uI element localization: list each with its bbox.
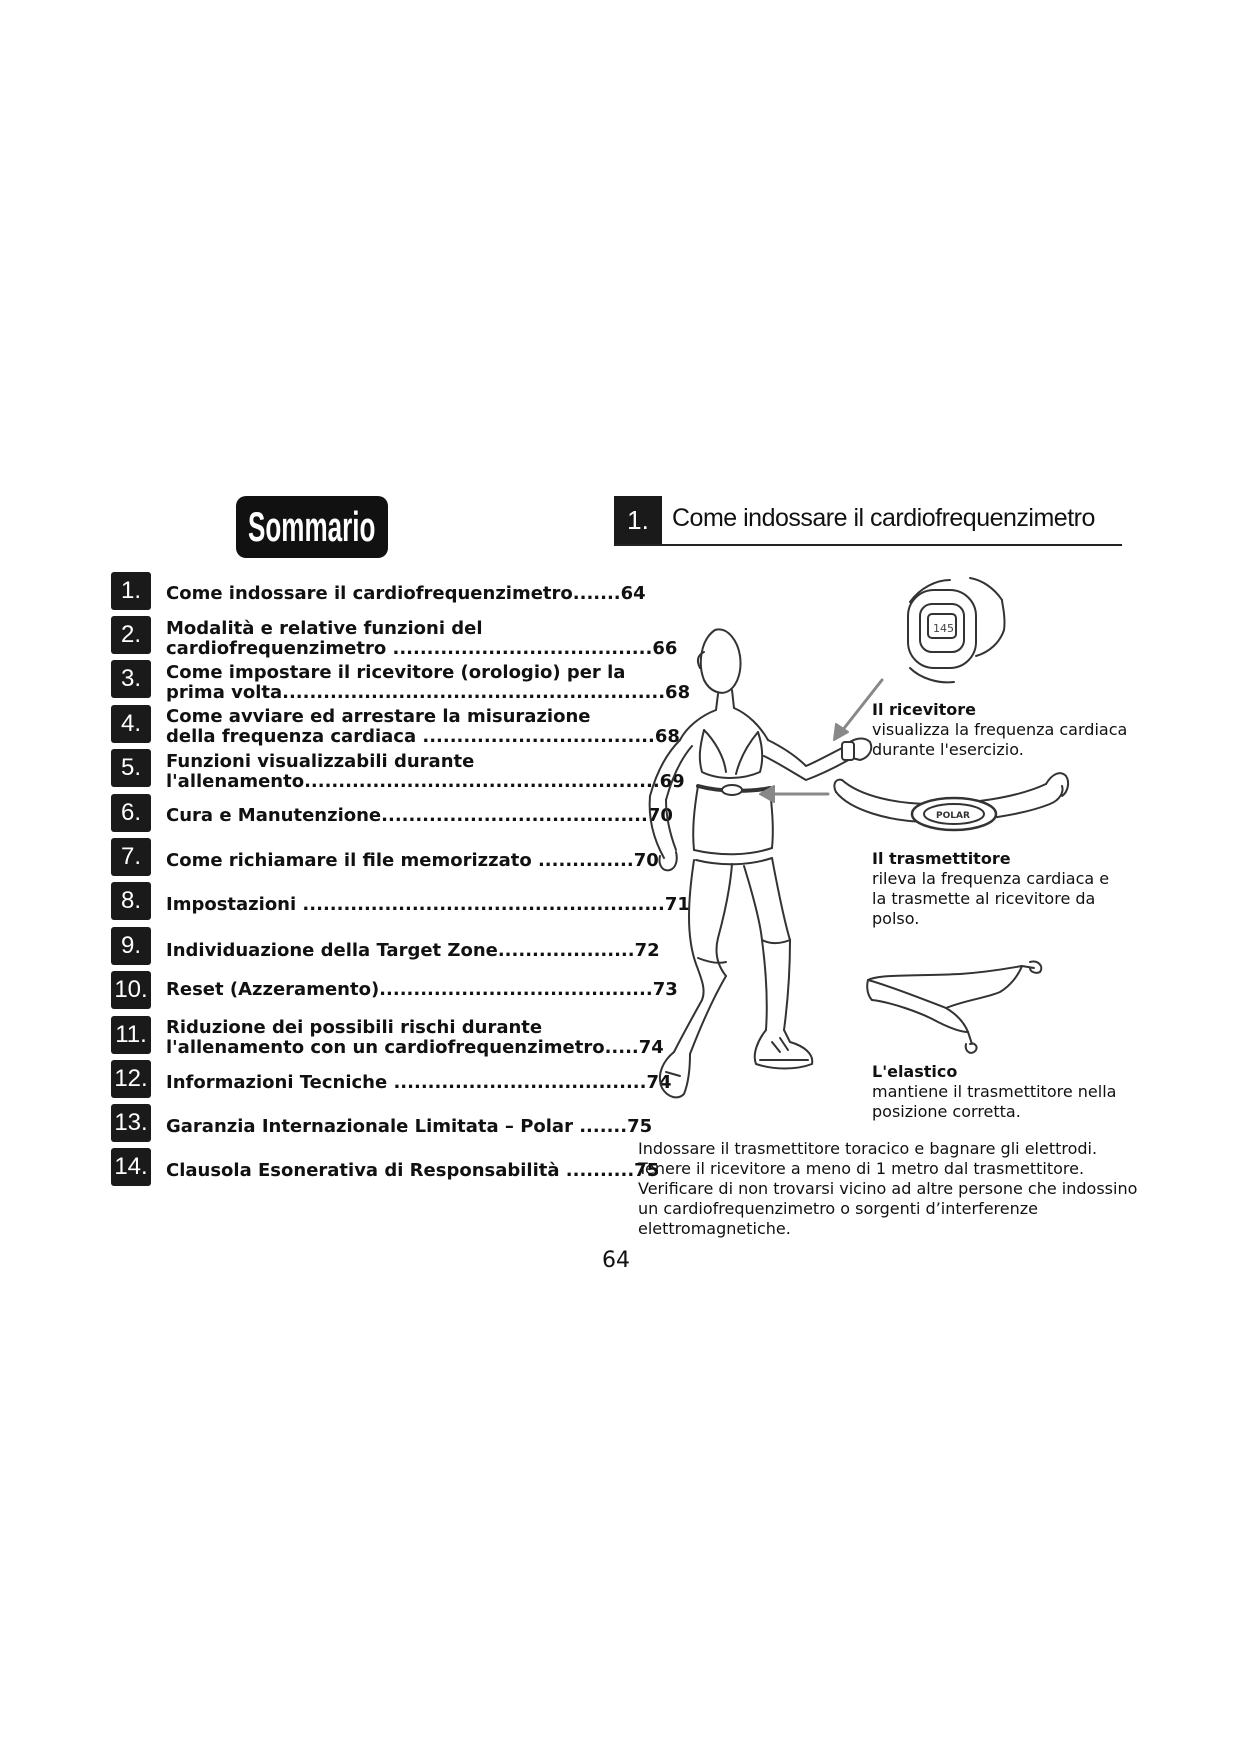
callout-elastic: L'elastico mantiene il trasmettitore nella posizione corretta. bbox=[872, 1062, 1117, 1121]
transmitter-strap-illustration bbox=[834, 773, 1068, 830]
toc-entry[interactable]: Modalità e relative funzioni del cardiofrequenzimetro ......................................66 bbox=[166, 618, 678, 659]
toc-number: 12. bbox=[111, 1060, 151, 1098]
toc-number: 9. bbox=[111, 927, 151, 965]
sommario-title: Sommario bbox=[248, 503, 376, 550]
toc-number: 14. bbox=[111, 1148, 151, 1186]
woman-figure-illustration bbox=[650, 629, 872, 1097]
watch-receiver-illustration bbox=[908, 578, 1005, 682]
toc-number: 2. bbox=[111, 616, 151, 654]
toc-number: 4. bbox=[111, 705, 151, 743]
toc-entry[interactable]: Come avviare ed arrestare la misurazione della frequenza cardiaca ..................................68 bbox=[166, 706, 680, 747]
callout-receiver: Il ricevitore visualizza la frequenza cardiaca durante l'esercizio. bbox=[872, 700, 1128, 759]
section-title: Come indossare il cardiofrequenzimetro bbox=[672, 504, 1095, 532]
toc-number: 3. bbox=[111, 660, 151, 698]
toc-entry[interactable]: Cura e Manutenzione.......................................70 bbox=[166, 805, 673, 826]
toc-entry[interactable]: Reset (Azzeramento)........................................73 bbox=[166, 979, 678, 1000]
toc-number: 1. bbox=[111, 572, 151, 610]
instructions-paragraph: Indossare il trasmettitore toracico e bagnare gli elettrodi. Tenere il ricevitore a meno di 1 metro dal trasmettitore. Verificare di non trovarsi vicino ad altre persone che indossino un cardiofrequenzimetro o sorgenti d’interferenze elettromagnetiche. bbox=[638, 1139, 1138, 1238]
toc-number: 13. bbox=[111, 1104, 151, 1142]
illustration bbox=[620, 560, 1140, 1120]
toc-entry[interactable]: Informazioni Tecniche .....................................74 bbox=[166, 1072, 672, 1093]
toc-entry[interactable]: Come impostare il ricevitore (orologio) per la prima volta........................................................68 bbox=[166, 662, 691, 703]
elastic-strap-illustration bbox=[867, 962, 1041, 1053]
callout-transmitter: Il trasmettitore rileva la frequenza cardiaca e la trasmette al ricevitore da polso. bbox=[872, 849, 1110, 928]
page-number: 64 bbox=[602, 1248, 630, 1273]
section-heading bbox=[614, 496, 1122, 546]
toc-number: 7. bbox=[111, 838, 151, 876]
toc-number: 6. bbox=[111, 794, 151, 832]
toc-number: 11. bbox=[111, 1016, 151, 1054]
toc-entry[interactable]: Individuazione della Target Zone....................72 bbox=[166, 940, 660, 961]
strap-logo-text: POLAR bbox=[936, 811, 970, 821]
toc-entry[interactable]: Come richiamare il file memorizzato ..............70 bbox=[166, 850, 659, 871]
arrow-to-chest bbox=[760, 786, 828, 802]
watch-display-text: 145 bbox=[933, 622, 954, 635]
toc-entry[interactable]: Impostazioni .....................................................71 bbox=[166, 894, 690, 915]
sommario-heading bbox=[236, 496, 388, 558]
toc-number: 10. bbox=[111, 971, 151, 1009]
toc-entry[interactable]: Riduzione dei possibili rischi durante l'allenamento con un cardiofrequenzimetro.....74 bbox=[166, 1017, 664, 1058]
toc-entry[interactable]: Clausola Esonerativa di Responsabilità ..........75 bbox=[166, 1160, 660, 1181]
toc-entry[interactable]: Garanzia Internazionale Limitata – Polar .......75 bbox=[166, 1116, 653, 1137]
toc-entry[interactable]: Funzioni visualizzabili durante l'allenamento....................................................69 bbox=[166, 751, 685, 792]
toc-number: 5. bbox=[111, 749, 151, 787]
toc-entry[interactable]: Come indossare il cardiofrequenzimetro.......64 bbox=[166, 583, 646, 604]
toc-number: 8. bbox=[111, 882, 151, 920]
section-number: 1. bbox=[614, 496, 662, 544]
